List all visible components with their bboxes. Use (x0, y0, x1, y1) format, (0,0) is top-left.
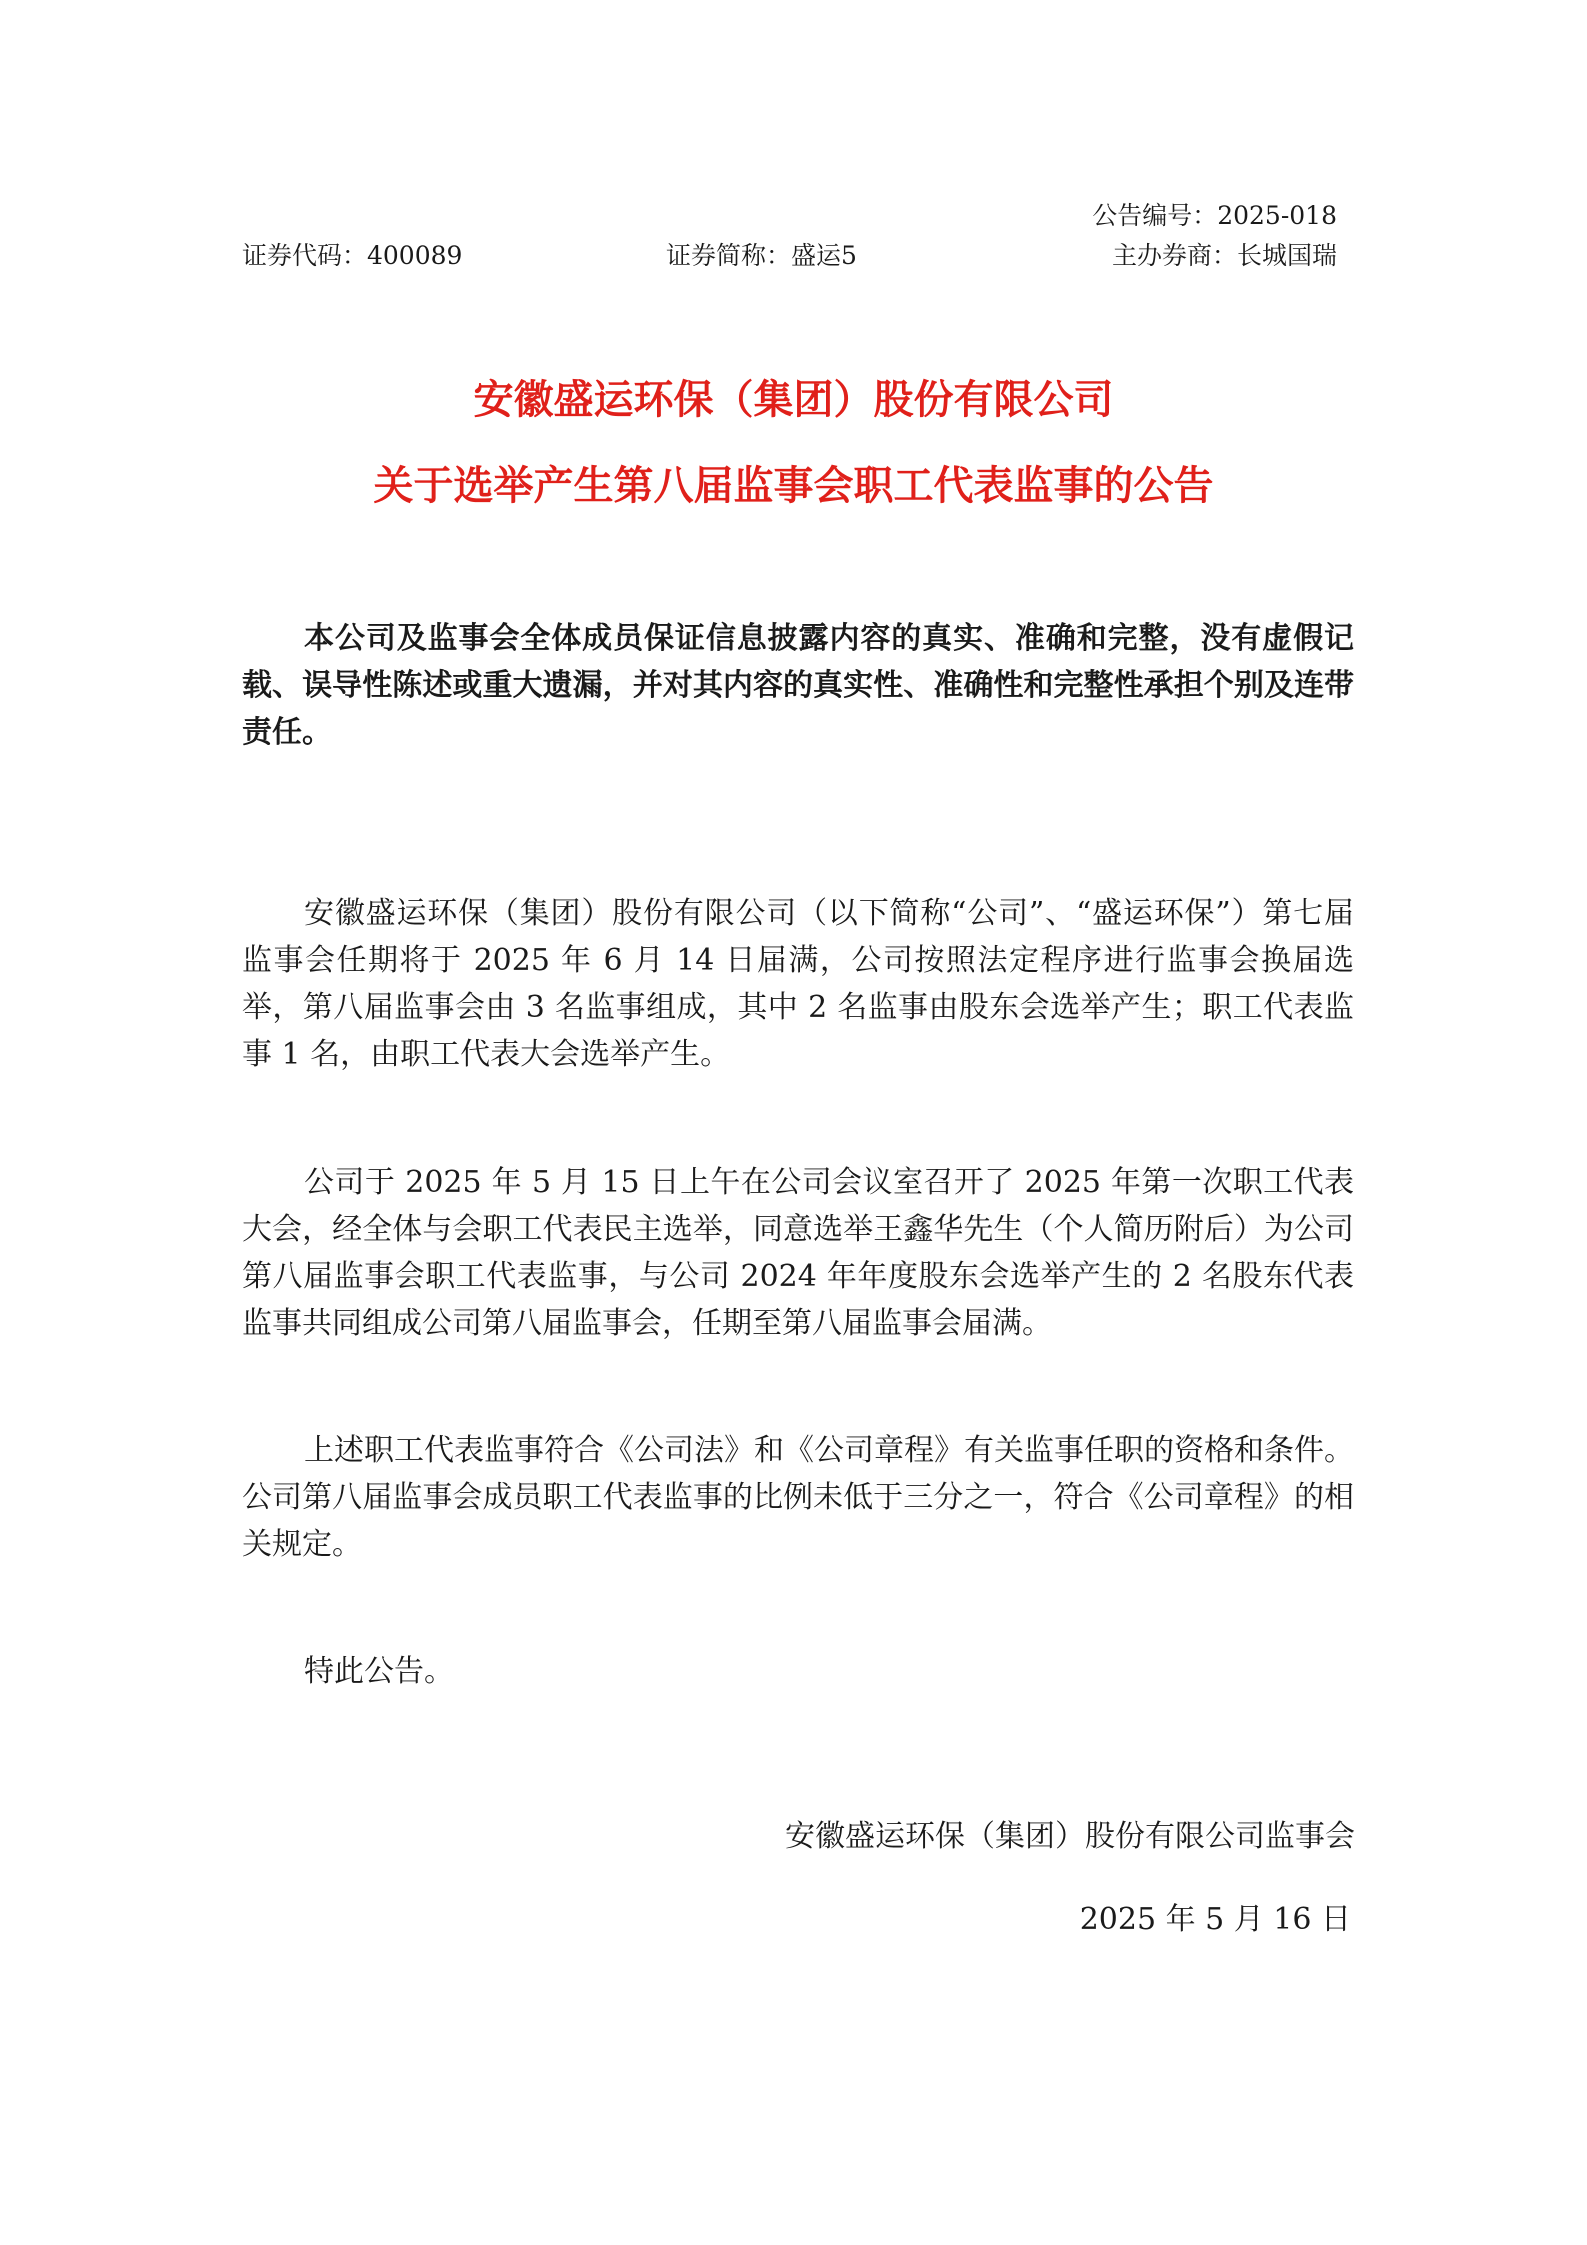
announcement-number: 公告编号：2025-018 (1092, 201, 1337, 230)
document-title-line-2: 关于选举产生第八届监事会职工代表监事的公告 (373, 463, 1214, 509)
signature-date: 2025 年 5 月 16 日 (1079, 1902, 1351, 1937)
disclosure-statement: 本公司及监事会全体成员保证信息披露内容的真实、准确和完整，没有虚假记载、误导性陈述或重大遗漏，并对其内容的真实性、准确性和完整性承担个别及连带责任。 (242, 621, 1354, 750)
security-abbreviation: 证券简称：盛运5 (666, 241, 857, 270)
security-code: 证券代码：400089 (242, 241, 463, 270)
body-paragraph: 公司于 2025 年 5 月 15 日上午在公司会议室召开了 2025 年第一次职工代表大会，经全体与会职工代表民主选举，同意选举王鑫华先生（个人简历附后）为公司第八届监事会职工代表监事，与公司 2024 年年度股东会选举产生的 2 名股东代表监事共同组成公司第八届监事会，任期至第八届监事会届满。 (242, 1165, 1354, 1341)
document-title-line-1: 安徽盛运环保（集团）股份有限公司 (473, 377, 1114, 423)
body-paragraph: 上述职工代表监事符合《公司法》和《公司章程》有关监事任职的资格和条件。公司第八届监事会成员职工代表监事的比例未低于三分之一，符合《公司章程》的相关规定。 (242, 1433, 1354, 1562)
sponsor-broker: 主办券商：长城国瑞 (1111, 241, 1337, 270)
closing-remark: 特此公告。 (304, 1654, 454, 1689)
body-paragraph: 安徽盛运环保（集团）股份有限公司（以下简称“公司”、“盛运环保”）第七届监事会任期将于 2025 年 6 月 14 日届满，公司按照法定程序进行监事会换届选举，第八届监事会由 3 名监事组成，其中 2 名监事由股东会选举产生；职工代表监事 1 名，由职工代表大会选举产生。 (242, 896, 1354, 1072)
signature-organization: 安徽盛运环保（集团）股份有限公司监事会 (785, 1819, 1355, 1854)
